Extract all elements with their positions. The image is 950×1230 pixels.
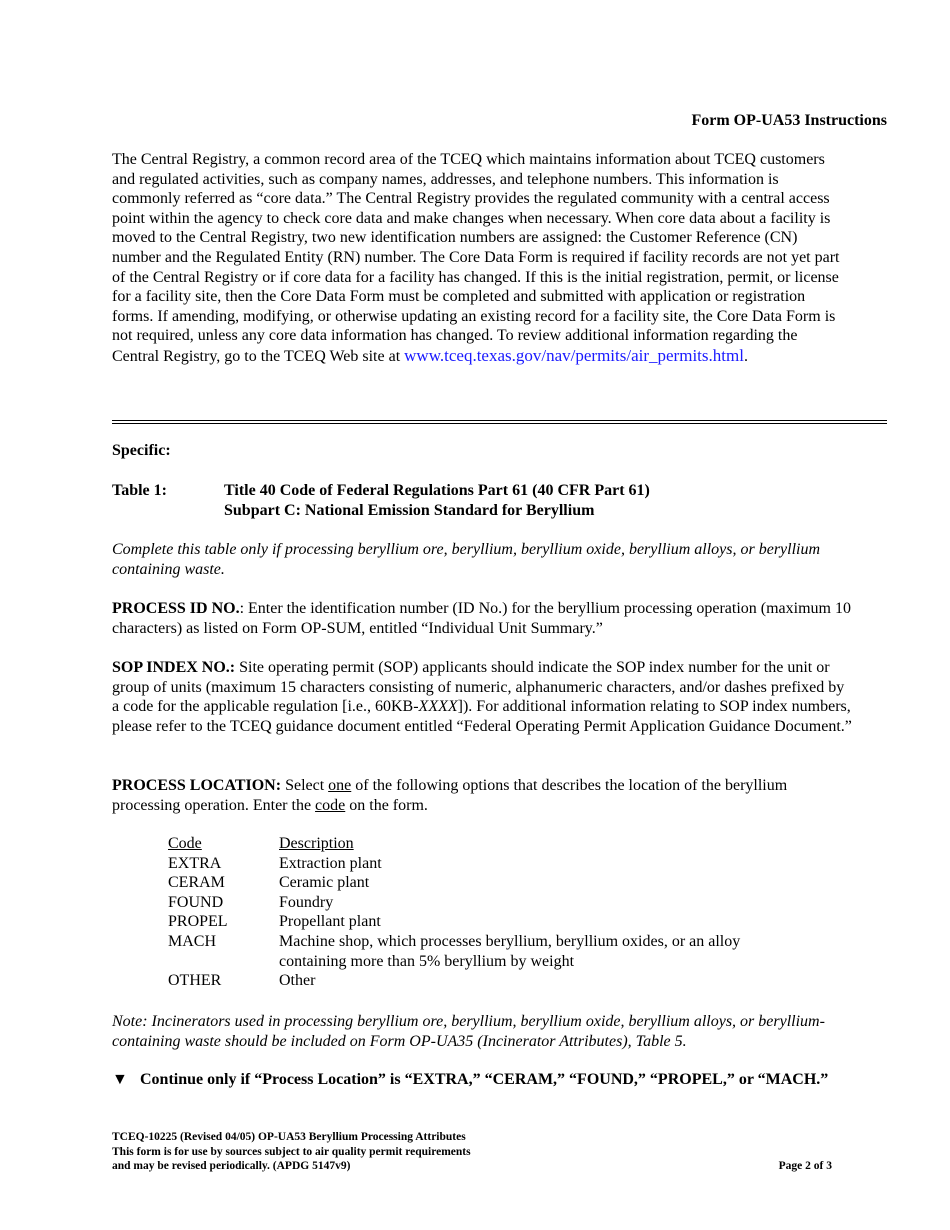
table-row xyxy=(168,912,799,932)
description-cell: Ceramic plant xyxy=(279,874,370,892)
code-cell: PROPEL xyxy=(168,913,228,931)
table-title-line2: Subpart C: National Emission Standard for Beryllium xyxy=(224,501,595,519)
sop-index-text: Site operating permit (SOP) applicants should indicate the SOP index number for the unit or group of units (maximum 15 characters consisting of numeric, alphanumeric characters, and/or dashes prefixed by a code for the applicable regulation [i.e., 60KB- xyxy=(112,659,845,716)
footer-line-1: TCEQ-10225 (Revised 04/05) OP-UA53 Beryllium Processing Attributes xyxy=(112,1131,466,1143)
description-cell: Foundry xyxy=(279,893,334,911)
description-cell: Machine shop, which processes beryllium, beryllium oxides, or an alloy containing more than 5% beryllium by weight xyxy=(279,932,741,970)
process-location-text-3: on the form. xyxy=(345,796,428,814)
sop-index-label: SOP INDEX NO.: xyxy=(112,659,236,676)
process-location-text-2: of the following options that describes the location of the beryllium processing operation. Enter the xyxy=(112,777,788,814)
sop-index-placeholder: XXXX xyxy=(418,698,458,716)
footer-line-3: and may be revised periodically. (APDG 5147v9) xyxy=(112,1160,351,1172)
process-id-paragraph xyxy=(112,599,852,638)
down-triangle-icon: ▼ xyxy=(112,1071,128,1088)
table-instruction: Complete this table only if processing beryllium ore, beryllium, beryllium oxide, beryllium alloys, or beryllium containing waste. xyxy=(112,541,821,578)
intro-text: The Central Registry, a common record area of the TCEQ which maintains information about TCEQ customers and regulated activities, such as company names, addresses, and telephone numbers. This information is commonly referred as “core data.” The Central Registry provides the regulated community with a central access point within the agency to check core data and make changes when necessary. When core data about a facility is moved to the Central Registry, two new identification numbers are assigned: the Customer Reference (CN) number and the Regulated Entity (RN) number. The Core Data Form is required if facility records are not yet part of the Central Registry or if core data for a facility has changed. If this is the initial registration, permit, or license for a facility site, then the Core Data Form must be completed and submitted with application or registration forms. If amending, modifying, or otherwise updating an existing record for a facility site, the Core Data Form is not required, unless any core data information has changed. To review additional information regarding the Central Registry, go to the TCEQ Web site at xyxy=(112,151,840,365)
description-cell: Propellant plant xyxy=(279,913,381,931)
continue-instruction xyxy=(112,1070,832,1090)
description-column-header: Description xyxy=(279,835,354,852)
intro-period: . xyxy=(743,347,748,365)
description-cell: Other xyxy=(279,972,316,990)
code-cell: MACH xyxy=(168,932,217,950)
sop-index-paragraph xyxy=(112,658,852,736)
table-row xyxy=(168,971,799,991)
table-label: Table 1: xyxy=(112,482,167,499)
code-cell: CERAM xyxy=(168,874,225,892)
continue-text: Continue only if “Process Location” is “EXTRA,” “CERAM,” “FOUND,” “PROPEL,” or “MACH.” xyxy=(140,1071,829,1088)
footer-line-2: This form is for use by sources subject to air quality permit requirements xyxy=(112,1145,471,1158)
process-location-text: Select xyxy=(281,777,329,794)
code-column-header: Code xyxy=(168,835,202,852)
code-cell: FOUND xyxy=(168,893,224,911)
section-divider xyxy=(112,420,887,424)
code-table xyxy=(168,834,799,991)
table-title-line1: Title 40 Code of Federal Regulations Part 61 (40 CFR Part 61) xyxy=(224,482,650,499)
underline-code: code xyxy=(315,796,346,814)
incinerator-note: Note: Incinerators used in processing beryllium ore, beryllium, beryllium oxide, beryllium alloys, or beryllium- containing waste should be included on Form OP-UA35 (Incinerator Attributes), Table 5. xyxy=(112,1013,825,1050)
specific-heading: Specific: xyxy=(112,442,171,459)
intro-paragraph xyxy=(112,150,847,367)
process-location-label: PROCESS LOCATION: xyxy=(112,777,282,794)
description-cell: Extraction plant xyxy=(279,854,382,872)
underline-one: one xyxy=(328,777,352,794)
process-location-paragraph xyxy=(112,776,852,815)
page-number: Page 2 of 3 xyxy=(778,1160,832,1172)
code-table-header xyxy=(168,834,799,854)
table-row xyxy=(168,854,799,874)
code-cell: EXTRA xyxy=(168,854,222,872)
table-row xyxy=(168,893,799,913)
table-row xyxy=(168,932,799,971)
code-cell: OTHER xyxy=(168,972,222,990)
page-footer xyxy=(112,1130,832,1174)
table-row xyxy=(168,873,799,893)
process-id-label: PROCESS ID NO. xyxy=(112,600,240,617)
form-title: Form OP-UA53 Instructions xyxy=(691,112,887,129)
air-permits-link[interactable]: www.tceq.texas.gov/nav/permits/air_permits.html xyxy=(404,345,744,365)
table-title xyxy=(224,481,824,520)
sop-index-text-after: ]). For additional information relating to SOP index numbers, please refer to the TCEQ guidance document entitled “Federal Operating Permit Application Guidance Document.” xyxy=(112,698,852,735)
process-id-text: : Enter the identification number (ID No.) for the beryllium processing operation (maximum 10 characters) as listed on Form OP-SUM, entitled “Individual Unit Summary.” xyxy=(112,600,851,637)
